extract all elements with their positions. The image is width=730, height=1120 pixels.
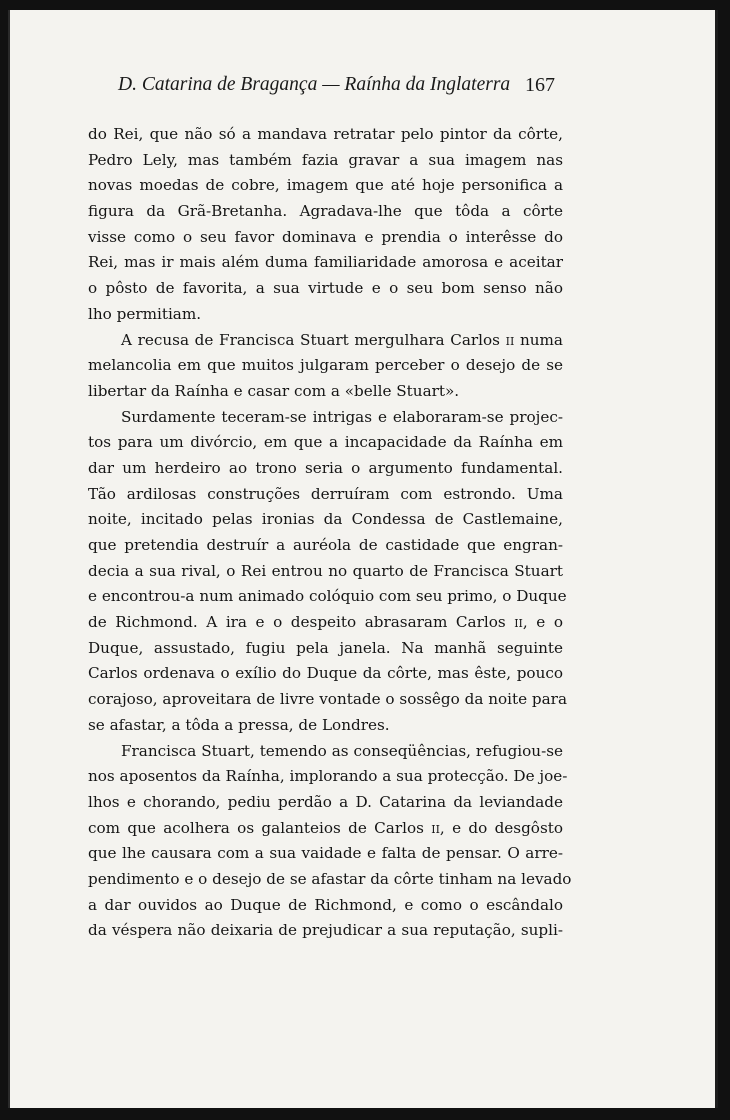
text-line: Carlos ordenava o exílio do Duque da côrte, mas êste, pouco <box>88 664 563 683</box>
text-line: novas moedas de cobre, imagem que até hoje personifica a <box>88 176 563 195</box>
text-line: o pôsto de favorita, a sua virtude e o seu bom senso não <box>88 279 563 298</box>
text-line: Rei, mas ir mais além duma familiaridade amorosa e aceitar <box>88 253 563 272</box>
text-line: pendimento e o desejo de se afastar da côrte tinham na levado <box>88 869 572 888</box>
text-line: lho permitiam. <box>88 304 202 323</box>
text-line: se afastar, a tôda a pressa, de Londres. <box>88 715 390 734</box>
paragraph-start-line: Surdamente teceram-se intrigas e elaboraram-se projec- <box>121 407 563 426</box>
page-header <box>8 74 718 104</box>
regnal-numeral: ii <box>431 818 440 837</box>
page-edge-left <box>8 10 10 1108</box>
text-line: corajoso, aproveitara de livre vontade o sossêgo da noite para <box>88 690 567 709</box>
text-line: do Rei, que não só a mandava retratar pelo pintor da côrte, <box>88 125 563 143</box>
text-line: dar um herdeiro ao trono seria o argumento fundamental. <box>88 458 563 477</box>
text-line: figura da Grã-Bretanha. Agradava-lhe que tôda a côrte <box>88 202 563 221</box>
text-line: e encontrou-a num animado colóquio com seu primo, o Duque <box>88 587 567 606</box>
text-line: nos aposentos da Raínha, implorando a sua protecção. De joe- <box>88 767 568 786</box>
text-line: noite, incitado pelas ironias da Condessa de Castlemaine, <box>88 510 563 529</box>
text-line: que pretendia destruír a auréola de castidade que engran- <box>88 536 563 554</box>
regnal-numeral: ii <box>514 613 523 632</box>
page-number: 167 <box>525 74 555 96</box>
text-line: Pedro Lely, mas também fazia gravar a sua imagem nas <box>88 150 563 169</box>
text-line: lhos e chorando, pediu perdão a D. Catarina da leviandade <box>88 792 563 811</box>
text-line: decia a sua rival, o Rei entrou no quarto de Francisca Stuart <box>88 561 563 580</box>
text-line: de Richmond. A ira e o despeito abrasaram Carlos ii, e o <box>88 613 563 632</box>
book-page <box>8 10 718 1108</box>
text-line: a dar ouvidos ao Duque de Richmond, e como o escândalo <box>88 895 563 914</box>
text-line: que lhe causara com a sua vaidade e falta de pensar. O arre- <box>88 844 563 863</box>
text-line: Tão ardilosas construções derruíram com estrondo. Uma <box>88 484 563 503</box>
text-line: da véspera não deixaria de prejudicar a sua reputação, supli- <box>88 921 563 940</box>
paragraph-start-line: A recusa de Francisca Stuart mergulhara Carlos ii numa <box>121 330 563 349</box>
page-edge-right <box>715 10 718 1108</box>
text-line: melancolia em que muitos julgaram perceber o desejo de se <box>88 356 563 375</box>
text-line: com que acolhera os galanteios de Carlos ii, e do desgôsto <box>88 818 563 837</box>
text-line: Duque, assustado, fugiu pela janela. Na manhã seguinte <box>88 638 563 657</box>
text-line: visse como o seu favor dominava e prendia o interêsse do <box>88 227 563 246</box>
text-line: tos para um divórcio, em que a incapacidade da Raínha em <box>88 433 563 452</box>
regnal-numeral: ii <box>505 330 515 349</box>
running-title: D. Catarina de Bragança — Raínha da Inglaterra <box>118 74 511 95</box>
paragraph-start-line: Francisca Stuart, temendo as conseqüências, refugiou-se <box>121 741 563 760</box>
body-text <box>88 122 572 944</box>
text-line: libertar da Raínha e casar com a «belle Stuart». <box>88 381 460 400</box>
